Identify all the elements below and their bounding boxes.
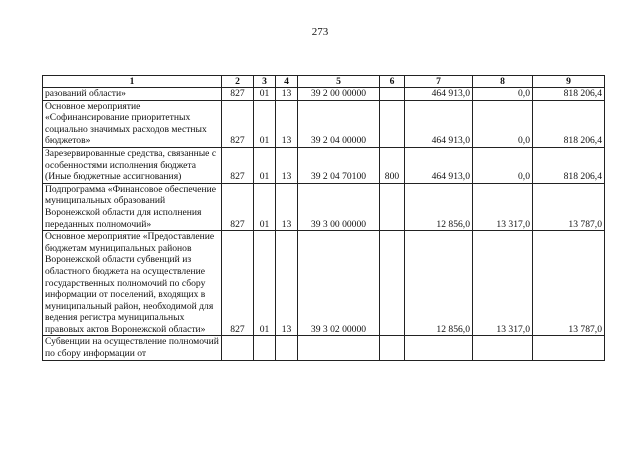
- cell-expense-type: [380, 100, 405, 147]
- cell-amount-2: 0,0: [473, 100, 533, 147]
- cell-expense-type: 800: [380, 147, 405, 183]
- header-cell: 9: [533, 76, 605, 88]
- table-row: [43, 147, 605, 183]
- cell-subsection: 13: [276, 183, 298, 230]
- cell-amount-3: 818 206,4: [533, 88, 605, 101]
- cell-target-article: 39 2 04 70100: [298, 147, 380, 183]
- cell-amount-1: 464 913,0: [405, 147, 473, 183]
- budget-table: [42, 75, 605, 361]
- row-name: Основное мероприятие «Софинансирование приоритетных социально значимых расходов местных бюджетов»: [43, 100, 222, 147]
- cell-expense-type: [380, 88, 405, 101]
- table-row: [43, 88, 605, 101]
- header-cell: 1: [43, 76, 222, 88]
- cell-target-article: 39 2 04 00000: [298, 100, 380, 147]
- cell-amount-2: 13 317,0: [473, 183, 533, 230]
- cell-expense-type: [380, 231, 405, 336]
- cell-amount-3: [533, 336, 605, 360]
- row-name: разований области»: [43, 88, 222, 101]
- table-row: [43, 336, 605, 360]
- cell-amount-2: [473, 336, 533, 360]
- cell-amount-2: 13 317,0: [473, 231, 533, 336]
- header-cell: 3: [254, 76, 276, 88]
- header-row: [43, 76, 605, 88]
- cell-ministry: 827: [222, 100, 254, 147]
- header-cell: 5: [298, 76, 380, 88]
- header-cell: 7: [405, 76, 473, 88]
- table-row: [43, 231, 605, 336]
- cell-amount-3: 818 206,4: [533, 147, 605, 183]
- cell-section: 01: [254, 231, 276, 336]
- cell-subsection: 13: [276, 147, 298, 183]
- cell-amount-1: 12 856,0: [405, 231, 473, 336]
- cell-amount-2: 0,0: [473, 88, 533, 101]
- header-cell: 2: [222, 76, 254, 88]
- cell-subsection: 13: [276, 88, 298, 101]
- cell-target-article: 39 3 00 00000: [298, 183, 380, 230]
- row-name: Основное мероприятие «Предоставление бюджетам муниципальных районов Воронежской области субвенций из областного бюджета на осуществление государственных полномочий по сбору информации от поселений, входящих в муниципальный район, необходимой для ведения регистра муниципальных правовых актов Воронежской области»: [43, 231, 222, 336]
- cell-amount-3: 13 787,0: [533, 183, 605, 230]
- header-cell: 4: [276, 76, 298, 88]
- table-row: [43, 183, 605, 230]
- cell-subsection: 13: [276, 231, 298, 336]
- page-number: 273: [311, 26, 329, 38]
- cell-target-article: 39 2 00 00000: [298, 88, 380, 101]
- cell-target-article: 39 3 02 00000: [298, 231, 380, 336]
- cell-amount-3: 13 787,0: [533, 231, 605, 336]
- cell-ministry: 827: [222, 147, 254, 183]
- row-name: Подпрограмма «Финансовое обеспечение муниципальных образований Воронежской области для исполнения переданных полномочий»: [43, 183, 222, 230]
- cell-ministry: 827: [222, 88, 254, 101]
- cell-amount-1: 464 913,0: [405, 100, 473, 147]
- cell-ministry: 827: [222, 183, 254, 230]
- header-cell: 6: [380, 76, 405, 88]
- cell-section: 01: [254, 183, 276, 230]
- cell-amount-1: 464 913,0: [405, 88, 473, 101]
- row-name: Субвенции на осуществление полномочий по сбору информации от: [43, 336, 222, 360]
- cell-subsection: 13: [276, 100, 298, 147]
- cell-section: [254, 336, 276, 360]
- cell-target-article: [298, 336, 380, 360]
- cell-ministry: [222, 336, 254, 360]
- cell-amount-2: 0,0: [473, 147, 533, 183]
- cell-amount-1: [405, 336, 473, 360]
- cell-amount-1: 12 856,0: [405, 183, 473, 230]
- cell-amount-3: 818 206,4: [533, 100, 605, 147]
- table-row: [43, 100, 605, 147]
- cell-expense-type: [380, 336, 405, 360]
- cell-subsection: [276, 336, 298, 360]
- cell-section: 01: [254, 100, 276, 147]
- cell-expense-type: [380, 183, 405, 230]
- cell-section: 01: [254, 147, 276, 183]
- cell-section: 01: [254, 88, 276, 101]
- header-cell: 8: [473, 76, 533, 88]
- row-name: Зарезервированные средства, связанные с особенностями исполнения бюджета (Иные бюджетные ассигнования): [43, 147, 222, 183]
- cell-ministry: 827: [222, 231, 254, 336]
